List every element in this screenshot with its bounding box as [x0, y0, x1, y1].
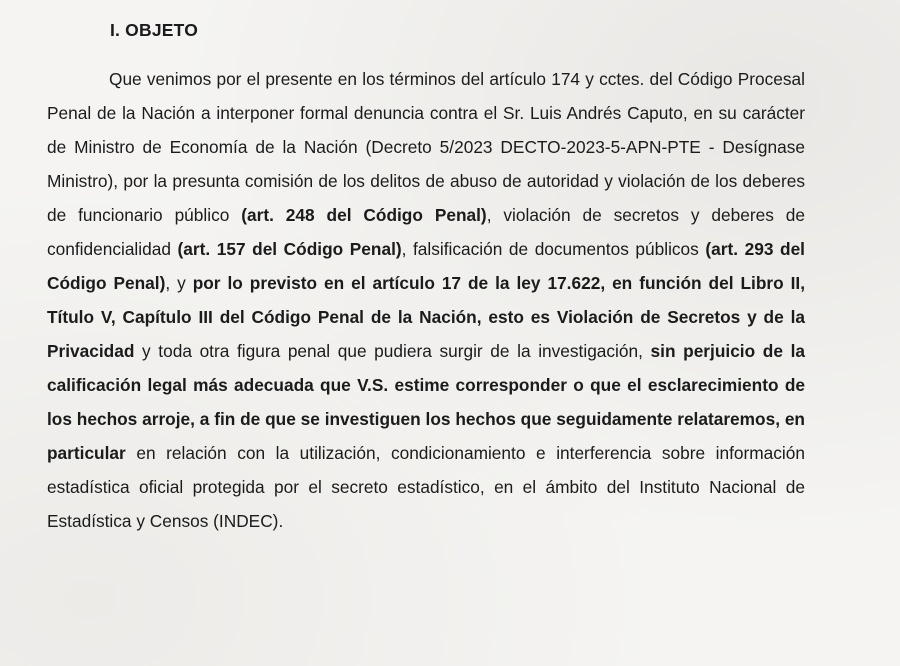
text-segment: , y: [165, 273, 193, 293]
text-segment-bold: (art. 248 del Código Penal): [241, 205, 487, 225]
text-segment-bold: (art. 157 del Código Penal): [177, 239, 402, 259]
body-paragraph: [47, 62, 805, 538]
text-segment-bold: (art. 293 del Código Penal): [47, 239, 805, 293]
text-segment: y toda otra figura penal que pudiera surgir de la investigación,: [134, 341, 651, 361]
text-segment: Que venimos por el presente en los términos del artículo 174 y cctes. del Código Procesal Penal de la Nación a interponer formal denuncia contra el Sr. Luis Andrés Caputo, en su carácter de Ministro de Economía de la Nación (Decreto 5/2023 DECTO-2023-5-APN-PTE - Desígnase Ministro), por la presunta comisión de los delitos de abuso de autoridad y violación de los deberes de funcionario público: [47, 69, 805, 225]
text-segment-bold: sin perjuicio de la calificación legal más adecuada que V.S. estime corresponder o que el esclarecimiento de los hechos arroje, a fin de que se investiguen los hechos que seguidamente relataremos, en particular: [47, 341, 805, 463]
text-segment: , falsificación de documentos públicos: [401, 239, 706, 259]
text-segment: en relación con la utilización, condicionamiento e interferencia sobre información estadística oficial protegida por el secreto estadístico, en el ámbito del Instituto Nacional de Estadística y Censos (INDEC).: [47, 443, 805, 531]
text-segment-bold: por lo previsto en el artículo 17 de la ley 17.622, en función del Libro II, Título V, Capítulo III del Código Penal de la Nación, esto es Violación de Secretos y de la Privacidad: [47, 273, 806, 361]
text-segment: , violación de secretos y deberes de confidencialidad: [47, 205, 805, 259]
section-heading: I. OBJETO: [110, 20, 199, 40]
